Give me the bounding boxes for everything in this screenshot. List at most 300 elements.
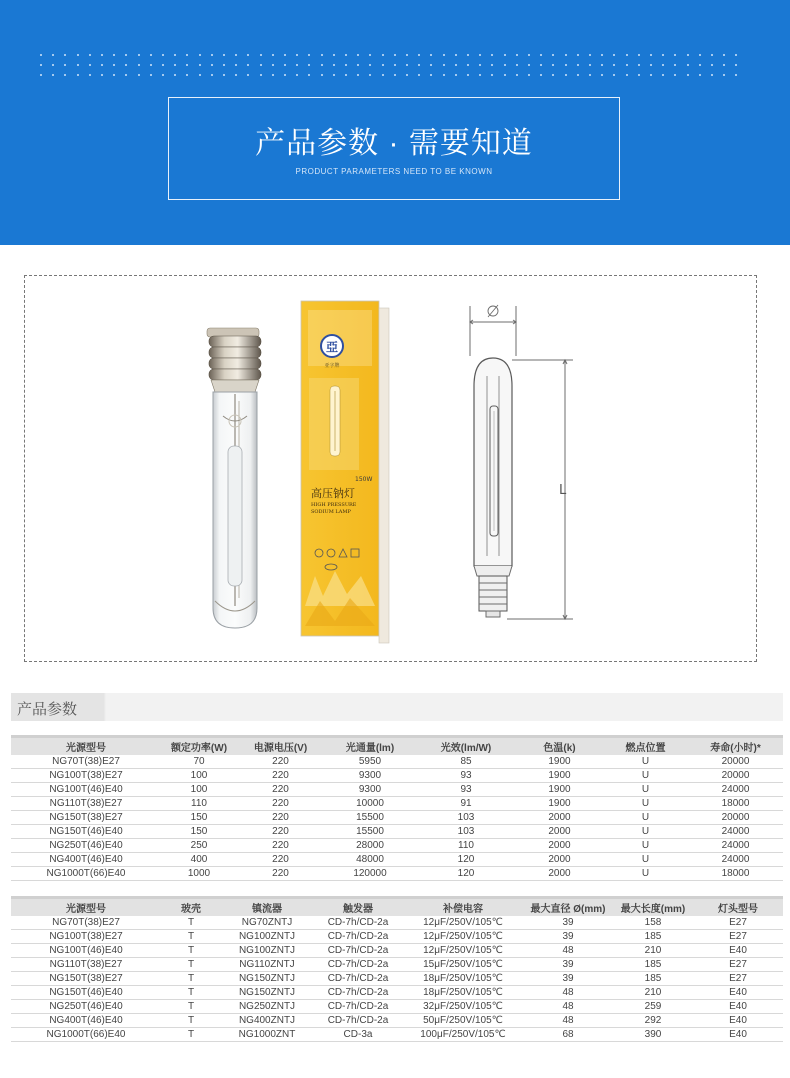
table-cell: 24000: [688, 853, 783, 867]
dot: [406, 54, 408, 56]
dot: [296, 54, 298, 56]
table-cell: CD-7h/CD-2a: [313, 930, 403, 944]
table-cell: 50μF/250V/105℃: [403, 1014, 523, 1028]
table-cell: CD-7h/CD-2a: [313, 1014, 403, 1028]
table-cell: NG150T(46)E40: [11, 825, 161, 839]
dot: [601, 64, 603, 66]
dot: [40, 54, 42, 56]
dot: [479, 64, 481, 66]
table-cell: 15μF/250V/105℃: [403, 958, 523, 972]
dot: [357, 74, 359, 76]
page-title: 产品参数 · 需要知道: [255, 127, 533, 160]
dot: [589, 64, 591, 66]
table-cell: 2000: [516, 853, 603, 867]
dot: [723, 64, 725, 66]
dot: [650, 54, 652, 56]
table-cell: 12μF/250V/105℃: [403, 944, 523, 958]
table-cell: 120: [416, 853, 516, 867]
table-cell: 220: [237, 867, 324, 881]
dot: [235, 64, 237, 66]
table-cell: 93: [416, 783, 516, 797]
table-cell: E40: [693, 1000, 783, 1014]
table-cell: E40: [693, 1014, 783, 1028]
dot: [174, 54, 176, 56]
table-row: [11, 769, 783, 783]
table-cell: T: [161, 1014, 221, 1028]
dot: [540, 54, 542, 56]
dot: [321, 74, 323, 76]
table-cell: 15500: [324, 825, 416, 839]
header-power: 额定功率(W): [161, 738, 237, 755]
dot: [333, 64, 335, 66]
dot: [369, 54, 371, 56]
dot: [443, 64, 445, 66]
header-ballast: 镇流器: [221, 899, 313, 916]
dot: [138, 64, 140, 66]
table-cell: NG70T(38)E27: [11, 916, 161, 930]
dot: [101, 54, 103, 56]
table-cell: 1900: [516, 755, 603, 769]
table-cell: 48: [523, 944, 613, 958]
table-cell: 1900: [516, 769, 603, 783]
dot: [735, 64, 737, 66]
dot: [308, 64, 310, 66]
header-ignitor: 触发器: [313, 899, 403, 916]
table-cell: U: [603, 825, 688, 839]
dot: [247, 64, 249, 66]
box-name: 高压钠灯: [311, 487, 355, 500]
dot: [260, 74, 262, 76]
table-cell: 2000: [516, 839, 603, 853]
dot: [235, 54, 237, 56]
header-voltage: 电源电压(V): [237, 738, 324, 755]
table-cell: 185: [613, 958, 693, 972]
dot: [626, 64, 628, 66]
table-cell: T: [161, 986, 221, 1000]
dot: [369, 64, 371, 66]
dot: [565, 74, 567, 76]
dot: [223, 74, 225, 76]
dot: [186, 54, 188, 56]
dot: [516, 74, 518, 76]
table-cell: 5950: [324, 755, 416, 769]
dot: [284, 74, 286, 76]
table-cell: 220: [237, 825, 324, 839]
dot: [40, 74, 42, 76]
dot: [601, 54, 603, 56]
table-cell: NG150T(46)E40: [11, 986, 161, 1000]
table-cell: 1900: [516, 797, 603, 811]
table-cell: U: [603, 769, 688, 783]
table-cell: T: [161, 958, 221, 972]
table-cell: 220: [237, 811, 324, 825]
dot: [162, 74, 164, 76]
dot: [394, 54, 396, 56]
table-row: [11, 972, 783, 986]
dot: [735, 54, 737, 56]
dot: [418, 64, 420, 66]
dot: [443, 74, 445, 76]
box-name-en-1: HIGH PRESSURE: [311, 502, 357, 508]
table-cell: NG150T(38)E27: [11, 972, 161, 986]
dot: [674, 64, 676, 66]
table-cell: 2000: [516, 825, 603, 839]
dot: [345, 64, 347, 66]
table-cell: E27: [693, 930, 783, 944]
dot: [284, 54, 286, 56]
table-cell: NG1000ZNT: [221, 1028, 313, 1042]
dot: [479, 74, 481, 76]
dot: [430, 64, 432, 66]
dot: [52, 74, 54, 76]
dot: [52, 54, 54, 56]
dot: [199, 54, 201, 56]
table-cell: U: [603, 797, 688, 811]
dot: [613, 64, 615, 66]
table-cell: E40: [693, 1028, 783, 1042]
table-cell: NG110T(38)E27: [11, 797, 161, 811]
table-cell: 91: [416, 797, 516, 811]
table-row: [11, 853, 783, 867]
dot: [516, 64, 518, 66]
lamp-photo: [207, 328, 261, 628]
dot: [40, 64, 42, 66]
dot: [186, 74, 188, 76]
dot: [577, 54, 579, 56]
dot: [321, 64, 323, 66]
product-illustration: [25, 276, 758, 663]
table-cell: NG100ZNTJ: [221, 944, 313, 958]
dot: [125, 64, 127, 66]
dot: [162, 64, 164, 66]
dot: [211, 74, 213, 76]
table-cell: 220: [237, 769, 324, 783]
dot: [186, 64, 188, 66]
table-cell: T: [161, 944, 221, 958]
dot: [64, 54, 66, 56]
title-frame: [168, 97, 620, 200]
dot: [211, 54, 213, 56]
table-cell: 220: [237, 853, 324, 867]
table-cell: NG400T(46)E40: [11, 1014, 161, 1028]
dot: [504, 54, 506, 56]
dot: [406, 74, 408, 76]
section-header: [11, 693, 783, 721]
table-cell: 100: [161, 769, 237, 783]
dot: [638, 74, 640, 76]
table-row: [11, 825, 783, 839]
dot: [308, 54, 310, 56]
dot: [662, 74, 664, 76]
dot: [674, 74, 676, 76]
table-cell: 2000: [516, 811, 603, 825]
table-cell: 150: [161, 825, 237, 839]
dot: [138, 54, 140, 56]
table-cell: CD-7h/CD-2a: [313, 972, 403, 986]
dot: [333, 54, 335, 56]
table-cell: CD-7h/CD-2a: [313, 958, 403, 972]
table-cell: U: [603, 755, 688, 769]
table-cell: U: [603, 867, 688, 881]
dot: [77, 64, 79, 66]
dot: [369, 74, 371, 76]
table-cell: NG110T(38)E27: [11, 958, 161, 972]
dot: [52, 64, 54, 66]
table-row: [11, 1014, 783, 1028]
header-life: 寿命(小时)*: [688, 738, 783, 755]
dot: [662, 54, 664, 56]
header-bulb-shape: 玻壳: [161, 899, 221, 916]
dot: [199, 74, 201, 76]
table-cell: 39: [523, 916, 613, 930]
table-cell: 85: [416, 755, 516, 769]
table-cell: 18000: [688, 797, 783, 811]
table-cell: CD-7h/CD-2a: [313, 916, 403, 930]
table-cell: 48: [523, 1000, 613, 1014]
dot: [540, 64, 542, 66]
dot: [552, 74, 554, 76]
table-cell: 28000: [324, 839, 416, 853]
table-cell: T: [161, 1000, 221, 1014]
table-cell: 48000: [324, 853, 416, 867]
table-cell: 10000: [324, 797, 416, 811]
table-cell: 18μF/250V/105℃: [403, 972, 523, 986]
dot: [345, 54, 347, 56]
table-row: [11, 783, 783, 797]
dot: [174, 74, 176, 76]
table-cell: 110: [161, 797, 237, 811]
dot: [357, 64, 359, 66]
header-base-type: 灯头型号: [693, 899, 783, 916]
dot: [699, 64, 701, 66]
dot: [504, 64, 506, 66]
dot: [235, 74, 237, 76]
header-max-length: 最大长度(mm): [613, 899, 693, 916]
table-cell: NG110ZNTJ: [221, 958, 313, 972]
table-cell: NG100T(46)E40: [11, 944, 161, 958]
table-cell: 9300: [324, 783, 416, 797]
table-cell: 15500: [324, 811, 416, 825]
dot: [467, 74, 469, 76]
box-wattage: 150W: [355, 476, 373, 483]
table-cell: 68: [523, 1028, 613, 1042]
dot: [430, 54, 432, 56]
dot: [333, 74, 335, 76]
dot: [272, 74, 274, 76]
dot: [455, 64, 457, 66]
dot: [528, 64, 530, 66]
dot: [357, 54, 359, 56]
dot: [150, 74, 152, 76]
dot: [638, 54, 640, 56]
dot: [223, 64, 225, 66]
header-model: 光源型号: [11, 738, 161, 755]
table-cell: 150: [161, 811, 237, 825]
dot: [394, 74, 396, 76]
spec-table-accessories: [11, 896, 783, 1042]
dot: [321, 54, 323, 56]
dot: [296, 64, 298, 66]
table-cell: NG400ZNTJ: [221, 1014, 313, 1028]
dot: [113, 54, 115, 56]
table-cell: 210: [613, 986, 693, 1000]
header-color-temp: 色温(k): [516, 738, 603, 755]
header-efficacy: 光效(lm/W): [416, 738, 516, 755]
dot-pattern: [40, 54, 750, 82]
dot: [491, 74, 493, 76]
table-cell: E40: [693, 986, 783, 1000]
table-row: [11, 797, 783, 811]
table-cell: 1900: [516, 783, 603, 797]
header-max-diameter: 最大直径 Ø(mm): [523, 899, 613, 916]
dot: [662, 64, 664, 66]
table-cell: CD-7h/CD-2a: [313, 1000, 403, 1014]
dot: [64, 64, 66, 66]
dot: [382, 74, 384, 76]
dot: [467, 54, 469, 56]
table-cell: 110: [416, 839, 516, 853]
dot: [674, 54, 676, 56]
table-cell: NG150ZNTJ: [221, 972, 313, 986]
dot: [101, 64, 103, 66]
table-cell: 39: [523, 972, 613, 986]
table-cell: NG70ZNTJ: [221, 916, 313, 930]
dot: [260, 54, 262, 56]
lamp-box: [301, 301, 389, 643]
dot: [650, 74, 652, 76]
table-row: [11, 811, 783, 825]
table-cell: 18μF/250V/105℃: [403, 986, 523, 1000]
table-cell: U: [603, 839, 688, 853]
dot: [687, 64, 689, 66]
dot: [308, 74, 310, 76]
header-capacitor: 补偿电容: [403, 899, 523, 916]
table-cell: NG250T(46)E40: [11, 1000, 161, 1014]
dot: [687, 54, 689, 56]
table-cell: 210: [613, 944, 693, 958]
table-cell: E27: [693, 972, 783, 986]
dot: [479, 54, 481, 56]
table-cell: 20000: [688, 811, 783, 825]
table-cell: NG1000T(66)E40: [11, 1028, 161, 1042]
table-cell: 103: [416, 825, 516, 839]
table-cell: E27: [693, 916, 783, 930]
table-cell: 292: [613, 1014, 693, 1028]
box-name-en-2: SODIUM LAMP: [311, 509, 351, 515]
table-cell: 70: [161, 755, 237, 769]
dot: [125, 54, 127, 56]
table-cell: 100: [161, 783, 237, 797]
dot: [577, 74, 579, 76]
table-row: [11, 986, 783, 1000]
table-cell: NG150ZNTJ: [221, 986, 313, 1000]
dot: [626, 74, 628, 76]
dot: [418, 54, 420, 56]
dot: [418, 74, 420, 76]
dot: [64, 74, 66, 76]
dot: [528, 54, 530, 56]
dot: [272, 64, 274, 66]
dot: [138, 74, 140, 76]
dot: [77, 74, 79, 76]
table-row: [11, 1000, 783, 1014]
dot: [382, 64, 384, 66]
dot: [687, 74, 689, 76]
dot: [101, 74, 103, 76]
section-title: 产品参数: [17, 701, 78, 718]
table-cell: NG100ZNTJ: [221, 930, 313, 944]
table-cell: NG400T(46)E40: [11, 853, 161, 867]
dot: [699, 74, 701, 76]
dot: [406, 64, 408, 66]
table-cell: 39: [523, 958, 613, 972]
dot: [455, 54, 457, 56]
dot: [528, 74, 530, 76]
dot: [711, 54, 713, 56]
table-cell: 39: [523, 930, 613, 944]
table-cell: 9300: [324, 769, 416, 783]
dot: [162, 54, 164, 56]
table-cell: T: [161, 930, 221, 944]
table-cell: NG150T(38)E27: [11, 811, 161, 825]
lamp-drawing: [470, 305, 573, 619]
length-label: L: [559, 483, 567, 498]
dot: [540, 74, 542, 76]
dot: [394, 64, 396, 66]
table-cell: 1000: [161, 867, 237, 881]
header-flux: 光通量(lm): [324, 738, 416, 755]
table-cell: NG100T(46)E40: [11, 783, 161, 797]
dot: [613, 74, 615, 76]
dot: [150, 54, 152, 56]
dot: [284, 64, 286, 66]
table-row: [11, 755, 783, 769]
dot: [260, 64, 262, 66]
dot: [565, 54, 567, 56]
table-row: [11, 930, 783, 944]
dot: [723, 54, 725, 56]
dot: [723, 74, 725, 76]
dot: [345, 74, 347, 76]
table-cell: 24000: [688, 783, 783, 797]
header-model: 光源型号: [11, 899, 161, 916]
table-cell: CD-3a: [313, 1028, 403, 1042]
dot: [735, 74, 737, 76]
table-cell: NG250T(46)E40: [11, 839, 161, 853]
table-cell: 48: [523, 1014, 613, 1028]
table-cell: 20000: [688, 755, 783, 769]
table-cell: T: [161, 1028, 221, 1042]
table-cell: 12μF/250V/105℃: [403, 930, 523, 944]
dot: [455, 74, 457, 76]
table-cell: NG100T(38)E27: [11, 930, 161, 944]
dot: [89, 54, 91, 56]
dot: [504, 74, 506, 76]
dot: [247, 74, 249, 76]
table-cell: 12μF/250V/105℃: [403, 916, 523, 930]
table-cell: E40: [693, 944, 783, 958]
dot: [601, 74, 603, 76]
table-cell: 2000: [516, 867, 603, 881]
dot: [247, 54, 249, 56]
table-row: [11, 916, 783, 930]
table-cell: NG1000T(66)E40: [11, 867, 161, 881]
dot: [491, 64, 493, 66]
dot: [711, 74, 713, 76]
table-cell: 18000: [688, 867, 783, 881]
table-cell: 220: [237, 755, 324, 769]
table-header-row: [11, 738, 783, 755]
